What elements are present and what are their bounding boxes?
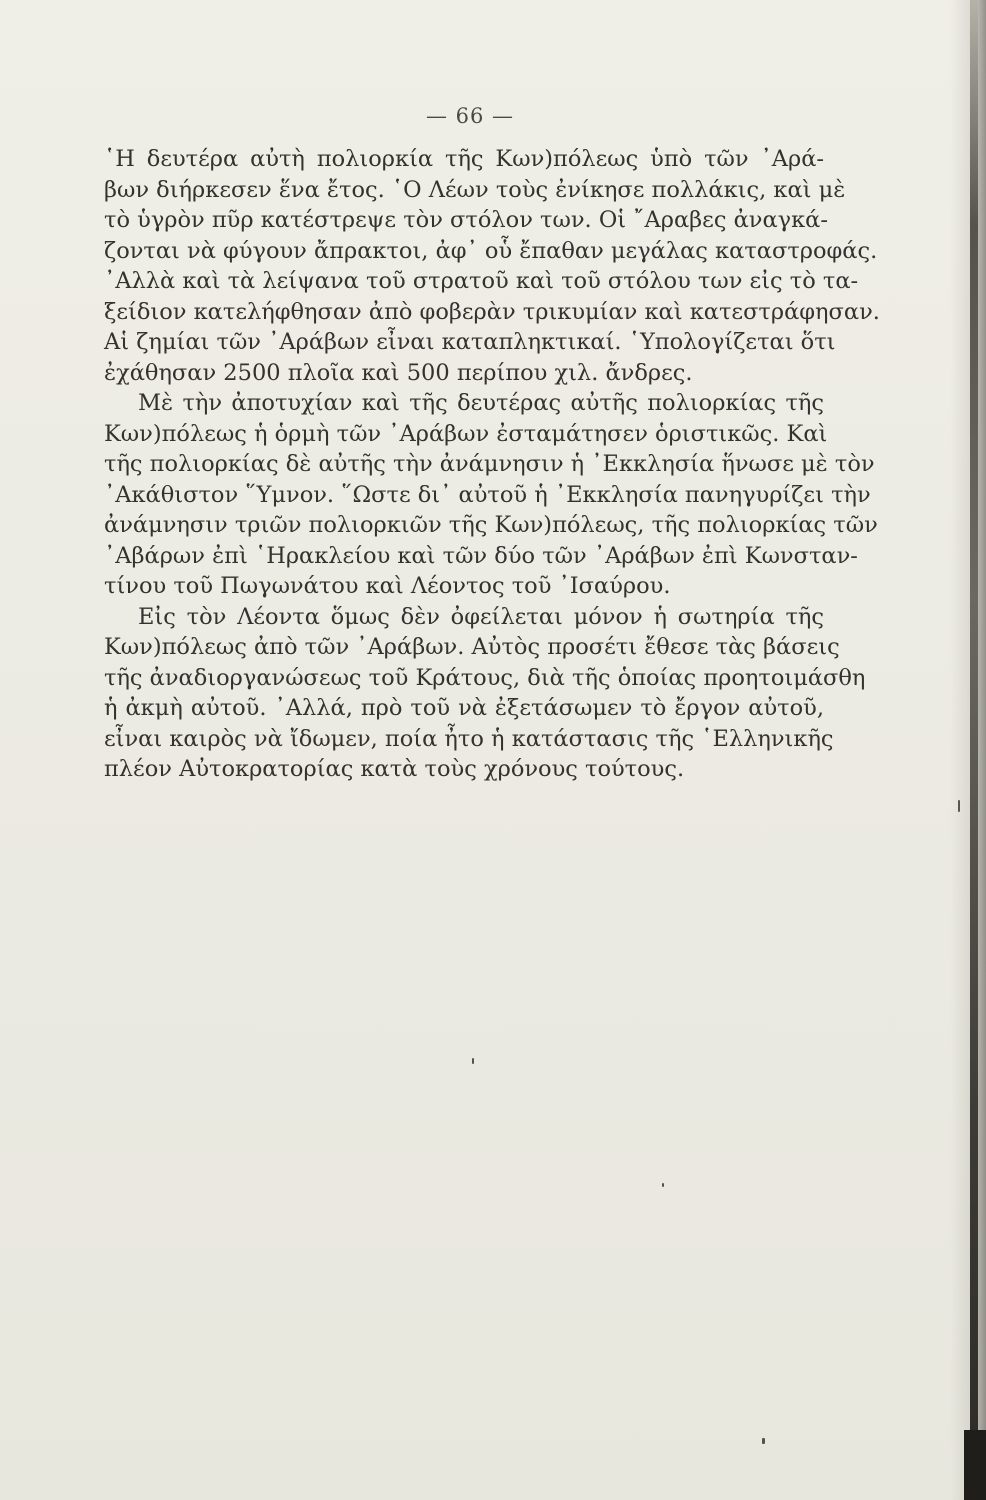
text-line: Αἱ ζημίαι τῶν ᾿Αράβων εἶναι καταπληκτικαί. ῾Υπολογίζεται ὅτι [104,329,836,355]
text-line: Κων)πόλεως ἀπὸ τῶν ᾿Αράβων. Αὐτὸς προσέτι ἔθεσε τὰς βάσεις [104,634,840,660]
binding-edge [970,0,978,1500]
text-line: ᾿Αλλὰ καὶ τὰ λείψανα τοῦ στρατοῦ καὶ τοῦ στόλου των εἰς τὸ τα- [104,268,859,294]
binding-corner [964,1430,986,1500]
text-line: Μὲ τὴν ἀποτυχίαν καὶ τῆς δευτέρας αὐτῆς πολιορκίας τῆς [138,390,824,416]
binding-shadow [950,0,986,1500]
text-line: ῾Η δευτέρα αὐτὴ πολιορκία τῆς Κων)πόλεως ὑπὸ τῶν ᾿Αρά- [104,146,824,172]
text-line: ἡ ἀκμὴ αὐτοῦ. ᾿Αλλά, πρὸ τοῦ νὰ ἐξετάσωμεν τὸ ἔργον αὐτοῦ, [104,695,824,721]
text-line: τίνου τοῦ Πωγωνάτου καὶ Λέοντος τοῦ ᾿Ισαύρου. [104,573,671,599]
page-number: — 66 — [425,104,515,128]
text-line: Εἰς τὸν Λέοντα ὅμως δὲν ὀφείλεται μόνον ἡ σωτηρία τῆς [138,603,824,630]
text-line: εἶναι καιρὸς νὰ ἴδωμεν, ποία ἦτο ἡ κατάστασις τῆς ῾Ελληνικῆς [104,725,834,752]
text-line: πλέον Αὐτοκρατορίας κατὰ τοὺς χρόνους τούτους. [104,756,685,782]
paper-speck [662,1183,664,1187]
paragraph [104,602,866,785]
text-line: ᾿Ακάθιστον ῞Υμνον. ῞Ωστε δι᾿ αὐτοῦ ἡ ᾿Εκκλησία πανηγυρίζει τὴν [104,481,871,508]
text-line: ᾿Αβάρων ἐπὶ ῾Ηρακλείου καὶ τῶν δύο τῶν ᾿Αράβων ἐπὶ Κωνσταν- [104,542,858,569]
text-line: ξείδιον κατελήφθησαν ἀπὸ φοβερὰν τρικυμίαν καὶ κατεστράφησαν. [104,298,880,325]
body-text [104,144,880,785]
paper-speck [762,1438,765,1444]
text-line: Κων)πόλεως ἡ ὁρμὴ τῶν ᾿Αράβων ἐσταμάτησεν ὁριστικῶς. Καὶ [104,420,828,447]
paragraph [104,388,878,602]
text-line: τῆς πολιορκίας δὲ αὐτῆς τὴν ἀνάμνησιν ἡ ᾿Εκκλησία ἥνωσε μὲ τὸν [104,451,875,477]
text-line: βων διήρκεσεν ἕνα ἔτος. ῾Ο Λέων τοὺς ἐνίκησε πολλάκις, καὶ μὲ [104,176,846,203]
paragraph [104,144,880,388]
text-line: ἐχάθησαν 2500 πλοῖα καὶ 500 περίπου χιλ. ἄνδρες. [104,359,693,386]
text-line: ζονται νὰ φύγουν ἄπρακτοι, ἀφ᾿ οὗ ἔπαθαν μεγάλας καταστροφάς. [104,237,878,264]
text-line: τὸ ὑγρὸν πῦρ κατέστρεψε τὸν στόλον των. Οἱ ῎Αραβες ἀναγκά- [104,207,828,233]
paper-speck [472,1058,474,1064]
text-line: τῆς ἀναδιοργανώσεως τοῦ Κράτους, διὰ τῆς ὁποίας προητοιμάσθη [104,664,866,691]
text-line: ἀνάμνησιν τριῶν πολιορκιῶν τῆς Κων)πόλεως, τῆς πολιορκίας τῶν [104,512,878,538]
